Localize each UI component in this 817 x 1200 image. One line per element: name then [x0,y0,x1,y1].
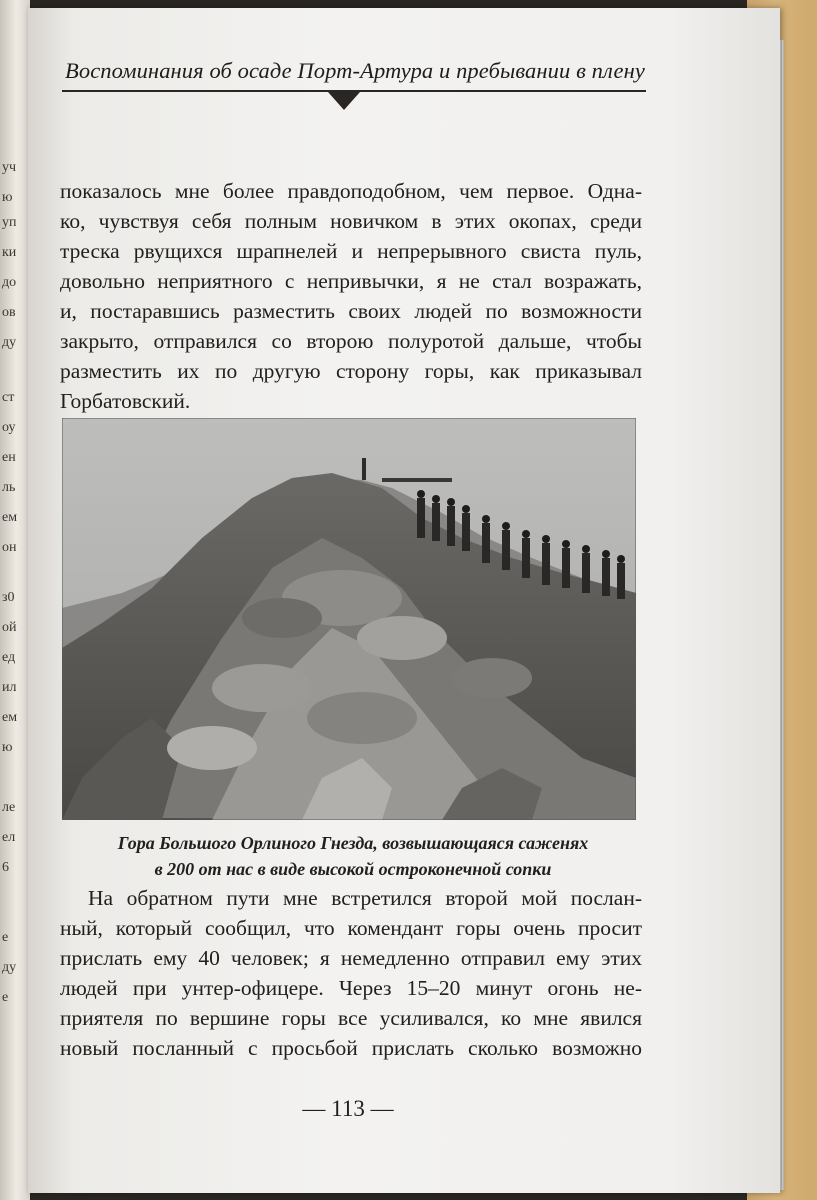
text-line: разместить их по другую сторону горы, как приказывал [60,359,642,383]
facing-page-fragment: оу [2,420,16,435]
facing-page-fragment: е [2,930,9,945]
text-line: ный, который сообщил, что комендант горы очень просит [60,916,642,940]
caption-line: Гора Большого Орлиного Гнезда, возвышающаяся саженях [117,833,589,853]
facing-page-fragment: уп [2,215,17,230]
text-line: довольно неприятного с непривычки, я не стал возражать, [60,269,642,293]
facing-page-fragment: уч [2,160,17,175]
facing-page-fragment: ду [2,335,17,350]
facing-page-fragment: ле [2,800,16,815]
facing-page-fragment: ю [2,740,13,755]
facing-page-fragment: ой [2,620,17,635]
text-line: людей при унтер-офицере. Через 15–20 минут огонь не- [60,976,642,1000]
facing-page-fragment: 6 [2,860,9,875]
historical-photograph [62,418,636,820]
facing-page-fragment: ду [2,960,17,975]
facing-page-fragment: е [2,990,9,1005]
text-line: закрыто, отправился со второю полуротой дальше, чтобы [60,329,642,353]
facing-page-fragment: он [2,540,17,555]
facing-page-fragment: з0 [2,590,15,605]
facing-page-fragment: ел [2,830,16,845]
facing-page-fragment: ки [2,245,17,260]
text-line: На обратном пути мне встретился второй мой послан- [88,886,642,910]
running-head: Воспоминания об осаде Порт-Артура и пребывании в плену [65,58,645,83]
text-line: прислать ему 40 человек; я немедленно отправил ему этих [60,946,642,970]
book-page [28,8,780,1193]
text-line: показалось мне более правдоподобном, чем первое. Одна- [60,179,642,203]
caption-line: в 200 от нас в виде высокой остроконечной сопки [154,859,552,879]
facing-page-fragment: ем [2,510,18,525]
running-head-ornament [328,92,360,110]
photo-caption [56,830,650,882]
text-line: Горбатовский. [60,389,191,413]
facing-page-fragment: ль [2,480,16,495]
facing-page-fragment: до [2,275,17,290]
text-line: треска рвущихся шрапнелей и непрерывного свиста пуль, [60,239,642,263]
facing-page-fragment: ен [2,450,16,465]
facing-page-edge [0,0,30,1200]
facing-page-fragment: ст [2,390,15,405]
facing-page-fragment: ед [2,650,16,665]
text-line: новый посланный с просьбой прислать сколько возможно [60,1036,642,1060]
text-line: приятеля по вершине горы все усиливался, ко мне явился [60,1006,642,1030]
facing-page-fragment: ил [2,680,17,695]
paragraph-top [60,176,642,416]
page-number: — 113 — [302,1096,394,1121]
paragraph-bottom [60,883,642,1063]
facing-page-fragment: ю [2,190,13,205]
text-line: и, постаравшись разместить своих людей по возможности [60,299,642,323]
text-line: ко, чувствуя себя полным новичком в этих окопах, среди [60,209,642,233]
facing-page-fragment: ем [2,710,18,725]
facing-page-fragment: ов [2,305,16,320]
